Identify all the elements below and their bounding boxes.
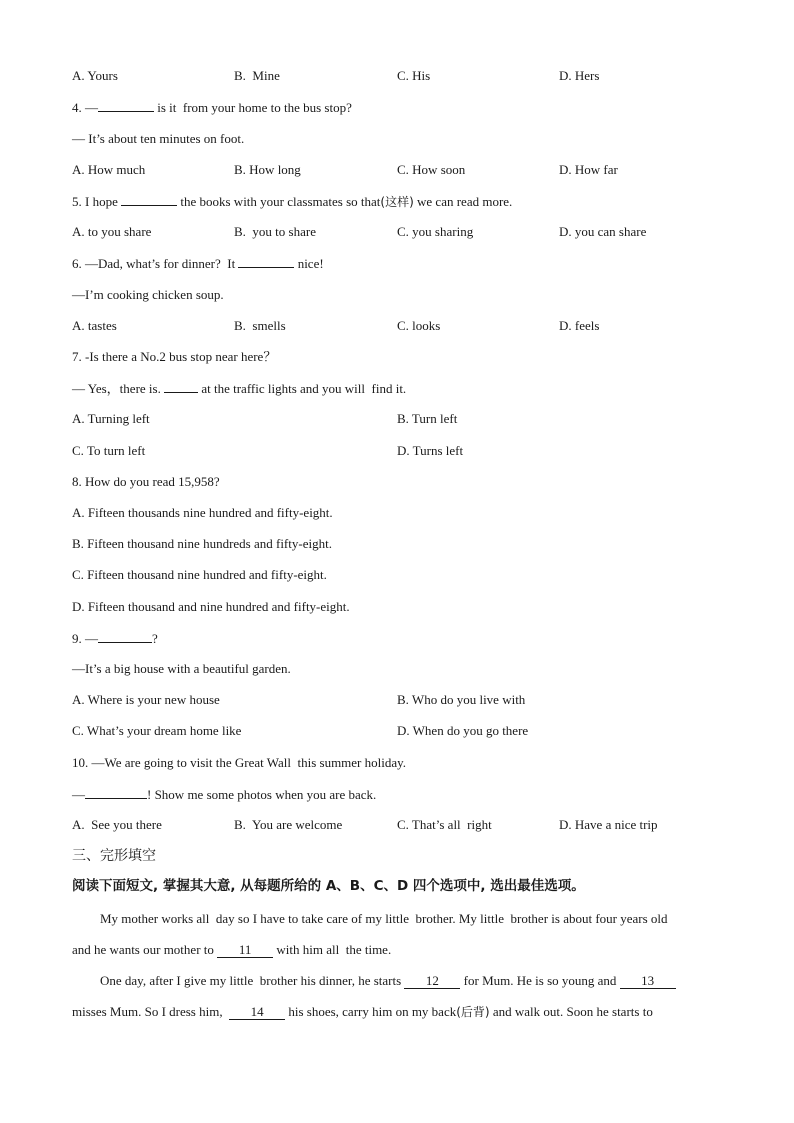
q10-stem: 10. —We are going to visit the Great Wall this summer holiday. <box>72 755 407 770</box>
q9-option-d[interactable]: D. When do you go there <box>397 723 529 738</box>
q9-answer-blank[interactable] <box>98 630 152 643</box>
q4-stem-after: is it from your home to the bus stop? <box>154 100 352 115</box>
passage-p1-line1: My mother works all day so I have to take care of my little brother. My little brother is about four years old <box>100 911 668 926</box>
q7-reply-before: — Yes，there is. <box>72 381 165 396</box>
passage-p2-line2-before: misses Mum. So I dress him, <box>72 1004 230 1019</box>
q6-stem <box>72 255 324 272</box>
passage-p2-line2-cjk: (后背) <box>456 1005 490 1019</box>
q9-reply: —It’s a big house with a beautiful garden. <box>72 661 291 676</box>
q10-reply <box>72 786 376 803</box>
passage-p2-line1 <box>100 973 676 989</box>
q9-option-a[interactable]: A. Where is your new house <box>72 692 220 707</box>
q8-option-c[interactable]: C. Fifteen thousand nine hundred and fifty-eight. <box>72 567 327 582</box>
q9-stem-after: ? <box>152 631 158 646</box>
q3-option-d[interactable]: D. Hers <box>559 68 600 83</box>
q9-option-c[interactable]: C. What’s your dream home like <box>72 723 242 738</box>
q8-option-d[interactable]: D. Fifteen thousand and nine hundred and fifty-eight. <box>72 599 350 614</box>
q4-option-a[interactable]: A. How much <box>72 162 146 177</box>
q4-stem <box>72 99 352 116</box>
q5-stem-cjk: (这样) <box>380 195 414 209</box>
q6-option-a[interactable]: A. tastes <box>72 318 117 333</box>
q7-stem: 7. -Is there a No.2 bus stop near here？ <box>72 349 277 364</box>
q10-option-d[interactable]: D. Have a nice trip <box>559 817 658 832</box>
q4-option-b[interactable]: B. How long <box>234 162 301 177</box>
blank-13[interactable]: 13 <box>620 974 676 989</box>
passage-p2-line2-after: his shoes, carry him on my back <box>285 1004 457 1019</box>
q5-option-a[interactable]: A. to you share <box>72 224 152 239</box>
q4-reply: — It’s about ten minutes on foot. <box>72 131 245 146</box>
passage-p2-line1-mid: for Mum. He is so young and <box>460 973 620 988</box>
q7-reply-after: at the traffic lights and you will find it. <box>198 381 407 396</box>
q6-option-c[interactable]: C. looks <box>397 318 441 333</box>
q9-stem-before: 9. — <box>72 631 98 646</box>
q8-stem: 8. How do you read 15,958? <box>72 474 220 489</box>
q6-option-b[interactable]: B. smells <box>234 318 286 333</box>
q10-reply-after: ! Show me some photos when you are back. <box>147 787 377 802</box>
q5-option-c[interactable]: C. you sharing <box>397 224 474 239</box>
q10-option-c[interactable]: C. That’s all right <box>397 817 492 832</box>
q5-stem-after: the books with your classmates so that <box>177 194 381 209</box>
q7-option-c[interactable]: C. To turn left <box>72 443 146 458</box>
q4-answer-blank[interactable] <box>98 99 154 112</box>
q7-option-b[interactable]: B. Turn left <box>397 411 458 426</box>
blank-14[interactable]: 14 <box>229 1005 285 1020</box>
q5-option-d[interactable]: D. you can share <box>559 224 647 239</box>
q9-stem <box>72 630 158 647</box>
q6-answer-blank[interactable] <box>238 255 294 268</box>
q5-answer-blank[interactable] <box>121 193 177 206</box>
q7-answer-blank[interactable] <box>164 380 198 393</box>
q6-reply: —I’m cooking chicken soup. <box>72 287 224 302</box>
passage-p1-line2-before: and he wants our mother to <box>72 942 218 957</box>
q10-option-a[interactable]: A. See you there <box>72 817 162 832</box>
q5-stem <box>72 193 512 210</box>
q5-option-b[interactable]: B. you to share <box>234 224 316 239</box>
blank-12[interactable]: 12 <box>404 974 460 989</box>
passage-p2-line2-end: and walk out. Soon he starts to <box>489 1004 653 1019</box>
q10-answer-blank[interactable] <box>85 786 147 799</box>
q4-stem-before: 4. — <box>72 100 98 115</box>
blank-11[interactable]: 11 <box>217 943 273 958</box>
section-instruction: 阅读下面短文, 掌握其大意, 从每题所给的 A、B、C、D 四个选项中, 选出最佳选项。 <box>72 878 585 894</box>
passage-p1-line2 <box>72 942 391 958</box>
q10-option-b[interactable]: B. You are welcome <box>234 817 343 832</box>
passage-p2-line1-before: One day, after I give my little brother his dinner, he starts <box>100 973 405 988</box>
q5-stem-end: we can read more. <box>413 194 513 209</box>
q10-reply-before: — <box>72 787 85 802</box>
passage-p1-line2-after: with him all the time. <box>273 942 392 957</box>
q3-option-b[interactable]: B. Mine <box>234 68 280 83</box>
q4-option-c[interactable]: C. How soon <box>397 162 466 177</box>
q4-option-d[interactable]: D. How far <box>559 162 618 177</box>
q7-option-d[interactable]: D. Turns left <box>397 443 464 458</box>
q7-reply <box>72 380 406 397</box>
section-title: 三、完形填空 <box>72 848 156 864</box>
passage-p2-line2 <box>72 1004 653 1020</box>
q3-option-a[interactable]: A. Yours <box>72 68 118 83</box>
q6-option-d[interactable]: D. feels <box>559 318 600 333</box>
q6-stem-before: 6. —Dad, what’s for dinner? It <box>72 256 239 271</box>
q8-option-a[interactable]: A. Fifteen thousands nine hundred and fifty-eight. <box>72 505 333 520</box>
q6-stem-after: nice! <box>294 256 324 271</box>
q3-option-c[interactable]: C. His <box>397 68 431 83</box>
q8-option-b[interactable]: B. Fifteen thousand nine hundreds and fifty-eight. <box>72 536 332 551</box>
q5-stem-before: 5. I hope <box>72 194 122 209</box>
q9-option-b[interactable]: B. Who do you live with <box>397 692 526 707</box>
q7-option-a[interactable]: A. Turning left <box>72 411 150 426</box>
